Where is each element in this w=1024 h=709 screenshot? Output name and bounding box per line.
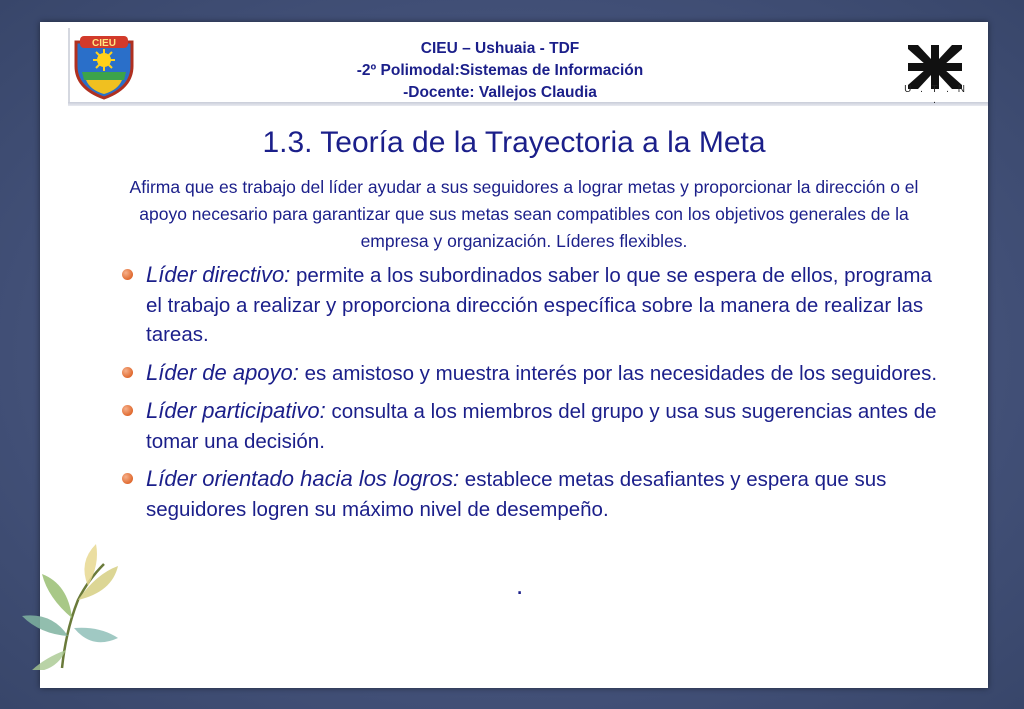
bullet-dot-icon	[122, 269, 133, 280]
cieu-logo-text: CIEU	[92, 38, 116, 49]
cieu-shield-icon	[70, 32, 138, 100]
bullet-text: permite a los subordinados saber lo que se espera de ellos, programa el trabajo a realizar y proporciona dirección específica sobre la manera de realizar las tareas.	[146, 264, 932, 346]
header-institution: CIEU – Ushuaia - TDF	[420, 40, 580, 57]
bullet-item-achievement	[118, 464, 938, 524]
header-text	[310, 38, 690, 104]
bullet-dot-icon	[122, 367, 133, 378]
bullet-term: Líder orientado hacia los logros:	[146, 466, 460, 491]
bullet-item-participative	[118, 396, 938, 456]
bullet-list	[118, 260, 938, 532]
header-course: -2º Polimodal:Sistemas de Información	[356, 62, 644, 79]
bullet-text: es amistoso y muestra interés por las necesidades de los seguidores.	[298, 361, 938, 385]
bullet-text: consulta a los miembros del grupo y usa sus sugerencias antes de tomar una decisión.	[146, 400, 937, 453]
bullet-item-directive	[118, 260, 938, 350]
slide	[40, 22, 988, 688]
bullet-item-support	[118, 358, 938, 389]
header-teacher: -Docente: Vallejos Claudia	[403, 84, 597, 101]
bullet-dot-icon	[122, 473, 133, 484]
slide-title: 1.3. Teoría de la Trayectoria a la Meta	[262, 126, 766, 159]
trailing-mark: .	[516, 570, 524, 600]
bullet-term: Líder directivo:	[146, 262, 291, 287]
bullet-term: Líder de apoyo:	[146, 359, 299, 385]
bullet-text: establece metas desafiantes y espera que sus seguidores logren su máximo nivel de desempeño.	[146, 468, 887, 521]
intro-paragraph: Afirma que es trabajo del líder ayudar a sus seguidores a lograr metas y proporcionar la dirección o el apoyo necesario para garantizar que sus metas sean compatibles con los objetivos generales de la empresa y organización. Líderes flexibles.	[129, 177, 919, 251]
bullet-term: Líder participativo:	[146, 398, 326, 423]
utn-logo-label: U . T . N .	[904, 84, 968, 106]
bullet-dot-icon	[122, 405, 133, 416]
leaves-icon	[0, 540, 130, 670]
